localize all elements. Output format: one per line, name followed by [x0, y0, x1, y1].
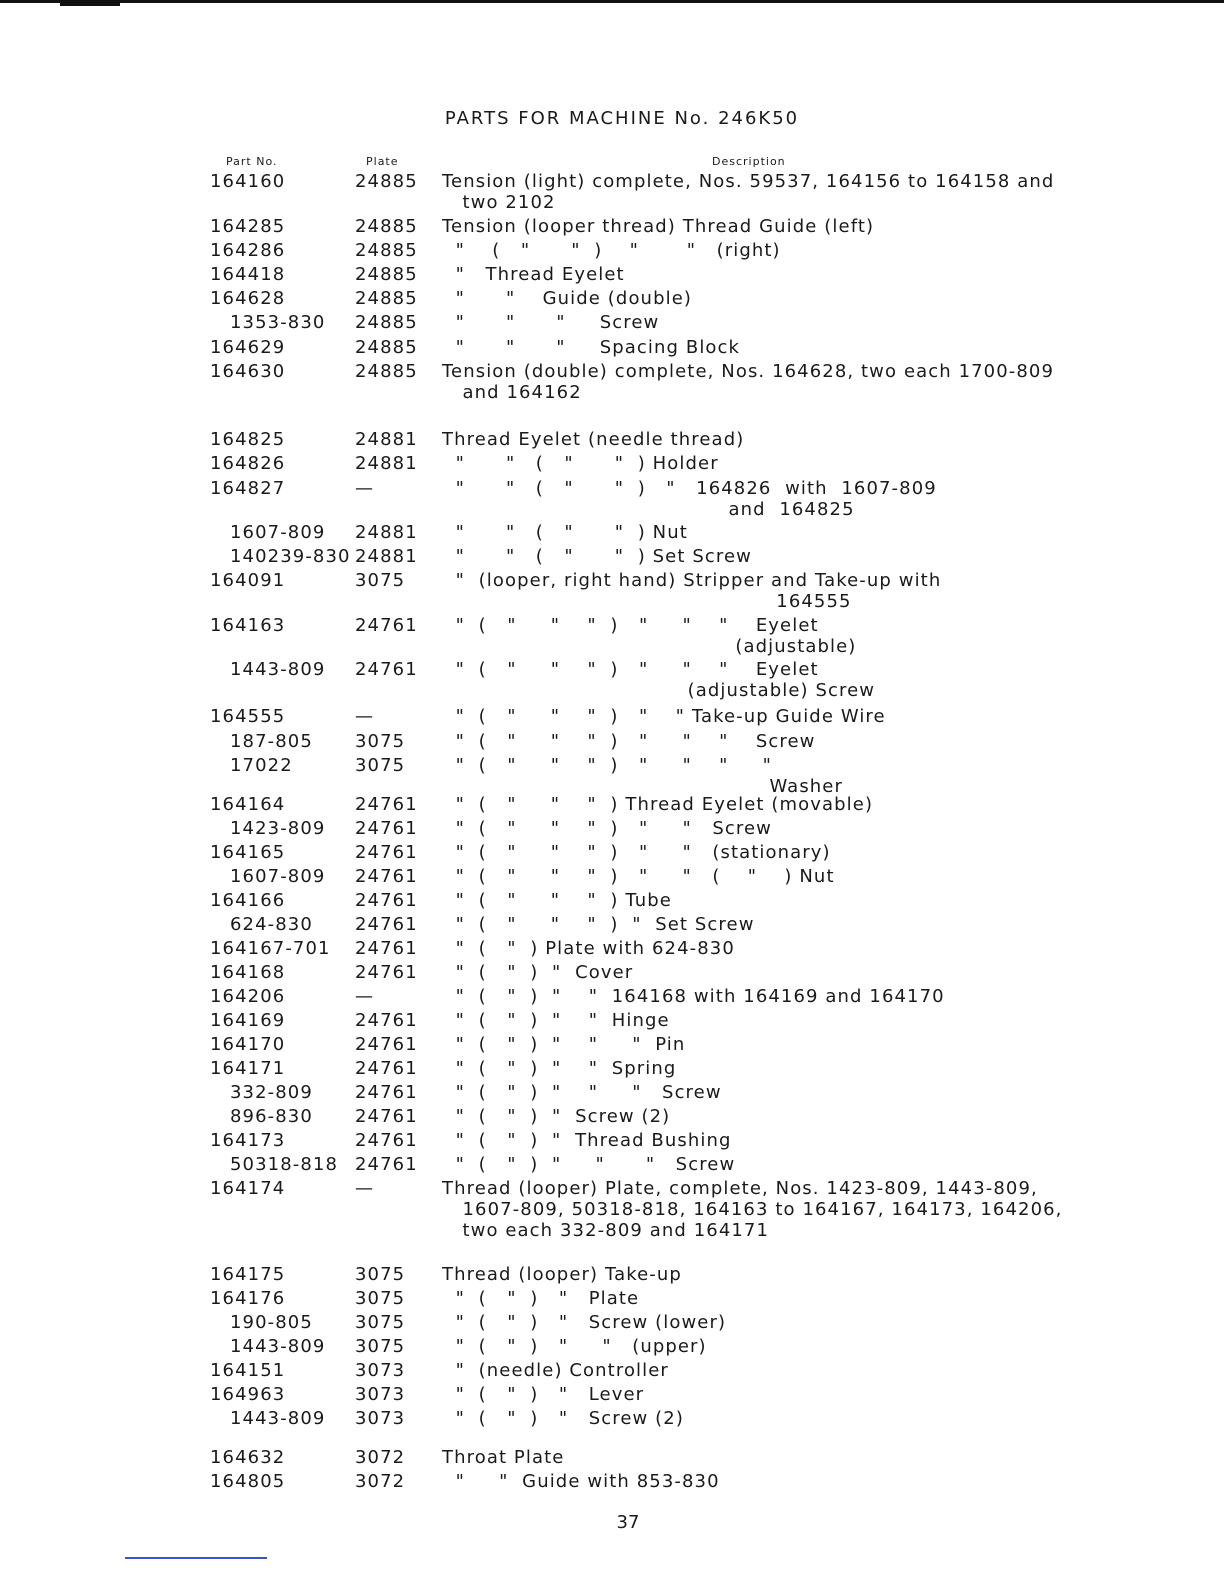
- plate-number: 24881: [355, 522, 418, 543]
- part-number: 164963: [210, 1384, 286, 1405]
- part-description: " ( " ) " Screw (2): [442, 1408, 684, 1429]
- part-description: " ( " ) Plate with 624-830: [442, 938, 735, 959]
- part-number: 17022: [230, 755, 293, 776]
- part-description: " ( " " ) " " (right): [442, 240, 781, 261]
- plate-number: 3073: [355, 1408, 406, 1429]
- part-description: " " Guide with 853-830: [442, 1471, 720, 1492]
- plate-number: 3075: [355, 1336, 406, 1357]
- part-number: 164170: [210, 1034, 286, 1055]
- plate-number: 24885: [355, 171, 418, 192]
- plate-number: 24761: [355, 962, 418, 983]
- plate-number: 24761: [355, 818, 418, 839]
- plate-number: 24761: [355, 1010, 418, 1031]
- plate-number: 24881: [355, 429, 418, 450]
- part-description: " ( " " " ) Tube: [442, 890, 672, 911]
- plate-number: 24885: [355, 264, 418, 285]
- plate-number: 24761: [355, 914, 418, 935]
- part-number: 164555: [210, 706, 286, 727]
- plate-number: 24885: [355, 337, 418, 358]
- plate-number: 24761: [355, 1034, 418, 1055]
- plate-number: 3075: [355, 1288, 406, 1309]
- plate-number: 3075: [355, 570, 406, 591]
- plate-number: 3075: [355, 1264, 406, 1285]
- part-number: 164151: [210, 1360, 286, 1381]
- part-description: " ( " ) " Screw (2): [442, 1106, 671, 1127]
- part-description: " " ( " " ) " 164826 with 1607-809 and 164825: [455, 478, 937, 520]
- part-description: " ( " ) " " Spring: [442, 1058, 677, 1079]
- part-number: 164174: [210, 1178, 286, 1199]
- part-description: " ( " " " ) " " Take-up Guide Wire: [442, 706, 886, 727]
- plate-number: 24761: [355, 890, 418, 911]
- plate-number: 24885: [355, 361, 418, 382]
- part-number: 164827: [210, 478, 286, 499]
- plate-header: Plate: [366, 155, 399, 168]
- part-description: " ( " " " ) " " " Screw: [442, 731, 816, 752]
- part-description: " ( " ) " Cover: [442, 962, 634, 983]
- part-description: " ( " " " ) " " Screw: [442, 818, 772, 839]
- part-number: 140239-830: [230, 546, 351, 567]
- part-description: " " Guide (double): [442, 288, 692, 309]
- part-description: " ( " ) " Screw (lower): [442, 1312, 727, 1333]
- part-number: 164166: [210, 890, 286, 911]
- part-description: " ( " " " ) " " " " Washer: [455, 755, 843, 797]
- part-number: 164163: [210, 615, 286, 636]
- part-number: 1353-830: [230, 312, 326, 333]
- bottom-rule: [125, 1557, 267, 1559]
- part-number: 896-830: [230, 1106, 313, 1127]
- part-description: " " ( " " ) Set Screw: [442, 546, 752, 567]
- plate-number: 3073: [355, 1360, 406, 1381]
- plate-number: 24761: [355, 615, 418, 636]
- part-number: 624-830: [230, 914, 313, 935]
- part-no-header: Part No.: [226, 155, 278, 168]
- page-number: 37: [616, 1512, 640, 1533]
- part-number: 164164: [210, 794, 286, 815]
- part-description: " ( " " " ) " " " Eyelet (adjustable) Screw: [455, 659, 876, 701]
- part-description: " ( " ) " " " Screw: [442, 1154, 736, 1175]
- part-number: 164169: [210, 1010, 286, 1031]
- plate-number: 3072: [355, 1447, 406, 1468]
- part-description: " ( " " " ) " " " Eyelet (adjustable): [455, 615, 857, 657]
- plate-number: 24885: [355, 288, 418, 309]
- part-number: 164825: [210, 429, 286, 450]
- part-number: 164168: [210, 962, 286, 983]
- part-description: Tension (double) complete, Nos. 164628, two each 1700-809 and 164162: [442, 361, 1055, 403]
- plate-number: 3075: [355, 1312, 406, 1333]
- plate-number: 24885: [355, 240, 418, 261]
- part-number: 187-805: [230, 731, 313, 752]
- part-description: " ( " " " ) " " ( " ) Nut: [442, 866, 835, 887]
- plate-number: —: [355, 478, 375, 499]
- part-description: Throat Plate: [442, 1447, 565, 1468]
- part-number: 164206: [210, 986, 286, 1007]
- plate-number: 24761: [355, 1082, 418, 1103]
- description-header: Description: [712, 155, 786, 168]
- plate-number: 3075: [355, 755, 406, 776]
- plate-number: 24761: [355, 842, 418, 863]
- part-number: 1443-809: [230, 1408, 326, 1429]
- part-number: 1607-809: [230, 522, 326, 543]
- part-number: 164285: [210, 216, 286, 237]
- plate-number: 3072: [355, 1471, 406, 1492]
- plate-number: 3075: [355, 731, 406, 752]
- page-title: PARTS FOR MACHINE No. 246K50: [444, 108, 800, 129]
- part-description: Tension (looper thread) Thread Guide (left): [442, 216, 875, 237]
- plate-number: —: [355, 986, 375, 1007]
- part-number: 164629: [210, 337, 286, 358]
- part-description: Tension (light) complete, Nos. 59537, 164156 to 164158 and two 2102: [442, 171, 1055, 213]
- part-description: " " " Screw: [442, 312, 660, 333]
- part-description: " (needle) Controller: [442, 1360, 669, 1381]
- part-number: 1423-809: [230, 818, 326, 839]
- plate-number: 24881: [355, 453, 418, 474]
- part-number: 1443-809: [230, 1336, 326, 1357]
- plate-number: 24761: [355, 794, 418, 815]
- plate-number: —: [355, 706, 375, 727]
- plate-number: 24761: [355, 1154, 418, 1175]
- part-description: " (looper, right hand) Stripper and Take-up with 164555: [455, 570, 942, 612]
- part-number: 164630: [210, 361, 286, 382]
- part-number: 1443-809: [230, 659, 326, 680]
- part-number: 164286: [210, 240, 286, 261]
- part-description: Thread Eyelet (needle thread): [442, 429, 745, 450]
- plate-number: 24761: [355, 1106, 418, 1127]
- part-number: 164091: [210, 570, 286, 591]
- plate-number: 24761: [355, 1130, 418, 1151]
- plate-number: 24761: [355, 659, 418, 680]
- part-number: 164632: [210, 1447, 286, 1468]
- part-number: 332-809: [230, 1082, 313, 1103]
- part-description: " ( " ) " Lever: [442, 1384, 645, 1405]
- part-number: 164176: [210, 1288, 286, 1309]
- part-description: " ( " ) " " 164168 with 164169 and 164170: [442, 986, 945, 1007]
- part-number: 190-805: [230, 1312, 313, 1333]
- part-number: 50318-818: [230, 1154, 339, 1175]
- plate-number: 24761: [355, 1058, 418, 1079]
- part-description: " Thread Eyelet: [442, 264, 625, 285]
- part-description: " ( " " " ) Thread Eyelet (movable): [442, 794, 874, 815]
- plate-number: 24881: [355, 546, 418, 567]
- part-description: " ( " ) " " (upper): [442, 1336, 707, 1357]
- part-description: Thread (looper) Take-up: [442, 1264, 682, 1285]
- part-description: " ( " " " ) " Set Screw: [442, 914, 755, 935]
- part-number: 164175: [210, 1264, 286, 1285]
- part-number: 164418: [210, 264, 286, 285]
- part-description: " ( " ) " Plate: [442, 1288, 640, 1309]
- part-description: " " " Spacing Block: [442, 337, 741, 358]
- plate-number: 3073: [355, 1384, 406, 1405]
- part-number: 164171: [210, 1058, 286, 1079]
- plate-number: 24885: [355, 312, 418, 333]
- part-number: 164160: [210, 171, 286, 192]
- part-number: 164805: [210, 1471, 286, 1492]
- part-description: " ( " ) " " " Screw: [442, 1082, 722, 1103]
- part-number: 1607-809: [230, 866, 326, 887]
- plate-number: 24761: [355, 938, 418, 959]
- part-number: 164173: [210, 1130, 286, 1151]
- part-description: " ( " " " ) " " (stationary): [442, 842, 831, 863]
- part-number: 164165: [210, 842, 286, 863]
- plate-number: —: [355, 1178, 375, 1199]
- part-description: " ( " ) " Thread Bushing: [442, 1130, 732, 1151]
- part-description: " " ( " " ) Holder: [442, 453, 719, 474]
- plate-number: 24761: [355, 866, 418, 887]
- part-description: " ( " ) " " " Pin: [442, 1034, 686, 1055]
- part-number: 164167-701: [210, 938, 331, 959]
- part-number: 164826: [210, 453, 286, 474]
- part-description: Thread (looper) Plate, complete, Nos. 1423-809, 1443-809, 1607-809, 50318-818, 164163 to 164167, 164173, 164206, two each 332-809 and 164171: [442, 1178, 1063, 1241]
- part-description: " ( " ) " " Hinge: [442, 1010, 670, 1031]
- part-number: 164628: [210, 288, 286, 309]
- plate-number: 24885: [355, 216, 418, 237]
- part-description: " " ( " " ) Nut: [442, 522, 688, 543]
